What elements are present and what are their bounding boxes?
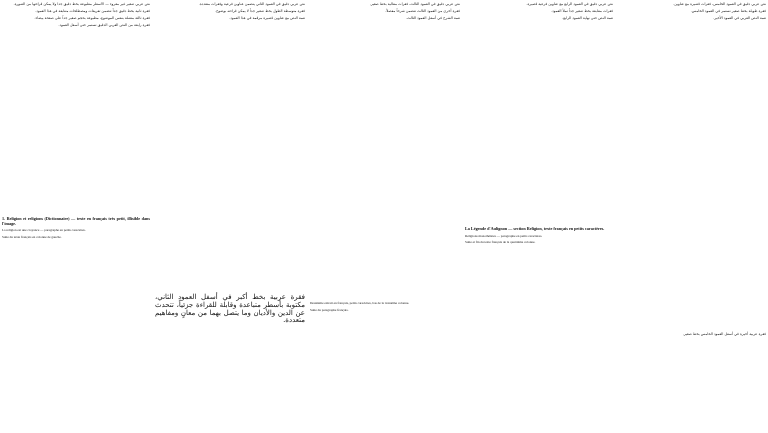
- paragraph: Deuxième extrait en français, petits caractères, bas de la troisième colonne.: [310, 301, 410, 305]
- paragraph: نص عربي دقيق في العمود الرابع مع عناوين فرعية قصيرة.: [526, 2, 613, 6]
- column-5: [618, 2, 766, 431]
- paragraph: فقرة أخرى من العمود الثالث تتضمن شرحاً مفصلاً.: [385, 9, 460, 14]
- paragraph: فقرة ثانية بخط دقيق جداً تتضمن تعريفات ومصطلحات متتابعة في هذا العمود.: [35, 9, 150, 14]
- paragraph: فقرة طويلة بخط صغير تستمر في العمود الخامس.: [690, 9, 766, 14]
- paragraph: نص عربي دقيق في العمود الخامس، فقرات قصيرة مع عناوين.: [673, 2, 766, 6]
- paragraph: La Légende d'Aulignon — section Religion, texte français en petits caractères.: [465, 226, 605, 231]
- column-3-arabic-text: [310, 2, 460, 20]
- column-5-arabic-text: [618, 2, 766, 20]
- paragraph: Religions monothéistes — paragraphe en petits caractères.: [465, 233, 543, 238]
- column-4-arabic-text: [465, 2, 613, 20]
- paragraph: 1. Religion et religions (Dictionnaire) — texte en français très petit, illisible dans l'image.: [2, 216, 150, 226]
- paragraph: تتمة النص مع عناوين قصيرة مرقمة في هذا العمود.: [229, 16, 305, 21]
- paragraph: Suite du paragraphe français.: [310, 307, 349, 312]
- paragraph: Suite du texte français en colonne de gauche.: [2, 235, 62, 240]
- paragraph: فقرات متتابعة بخط صغير جداً تملأ العمود.: [550, 9, 613, 14]
- column-1-arabic-text: [2, 2, 150, 27]
- paragraph: La religion est une croyance — paragraphe en petits caractères.: [2, 228, 86, 233]
- column-2-arabic-text: [155, 2, 305, 20]
- paragraph: فقرة عربية بخط أكبر في أسفل العمود الثاني، مكتوبة بأسطر متباعدة وقابلة للقراءة جزئياً، تتحدث عن الدين والأديان وما يتصل بهما من معانٍ ومفاهيم متعددة.: [155, 293, 305, 325]
- paragraph: فقرة عربية أخيرة في أسفل العمود الخامس بخط صغير.: [682, 332, 766, 336]
- column-1-french-text: [2, 217, 150, 243]
- paragraph: تتمة النص العربي في العمود الأخير.: [713, 16, 766, 21]
- column-5-lower-text: [618, 332, 766, 339]
- paragraph: فقرة متوسطة الطول بخط صغير جداً لا يمكن قراءته بوضوح.: [214, 9, 305, 14]
- paragraph: نص عربي صغير غير مقروء — الأسطر مطبوعة بخط دقيق جداً ولا يمكن قراءتها من الصورة.: [13, 2, 150, 6]
- column-4-french-text: [465, 227, 613, 248]
- column-3-french-text: [310, 302, 460, 315]
- column-2: [155, 2, 305, 431]
- paragraph: Suite et fin du texte français de la quatrième colonne.: [465, 240, 536, 245]
- paragraph: تتمة النص حتى نهاية العمود الرابع.: [562, 16, 613, 21]
- column-4: [465, 2, 613, 431]
- paragraph: فقرة رابعة من النص العربي الدقيق تستمر حتى أسفل العمود.: [58, 23, 150, 28]
- paragraph: تتمة الشرح في أسفل العمود الثالث.: [405, 16, 460, 21]
- paragraph: نص عربي دقيق في العمود الثاني يتضمن عناوين فرعية وفقرات متعددة.: [198, 2, 305, 6]
- paragraph: فقرة ثالثة متصلة بنفس الموضوع، مطبوعة بحجم صغير جداً على صفحة بيضاء.: [34, 16, 150, 21]
- column-2-large-text: [155, 294, 305, 328]
- column-3: [310, 2, 460, 431]
- column-1: [2, 2, 150, 431]
- paragraph: نص عربي دقيق في العمود الثالث، فقرات متتالية بخط صغير.: [369, 2, 460, 6]
